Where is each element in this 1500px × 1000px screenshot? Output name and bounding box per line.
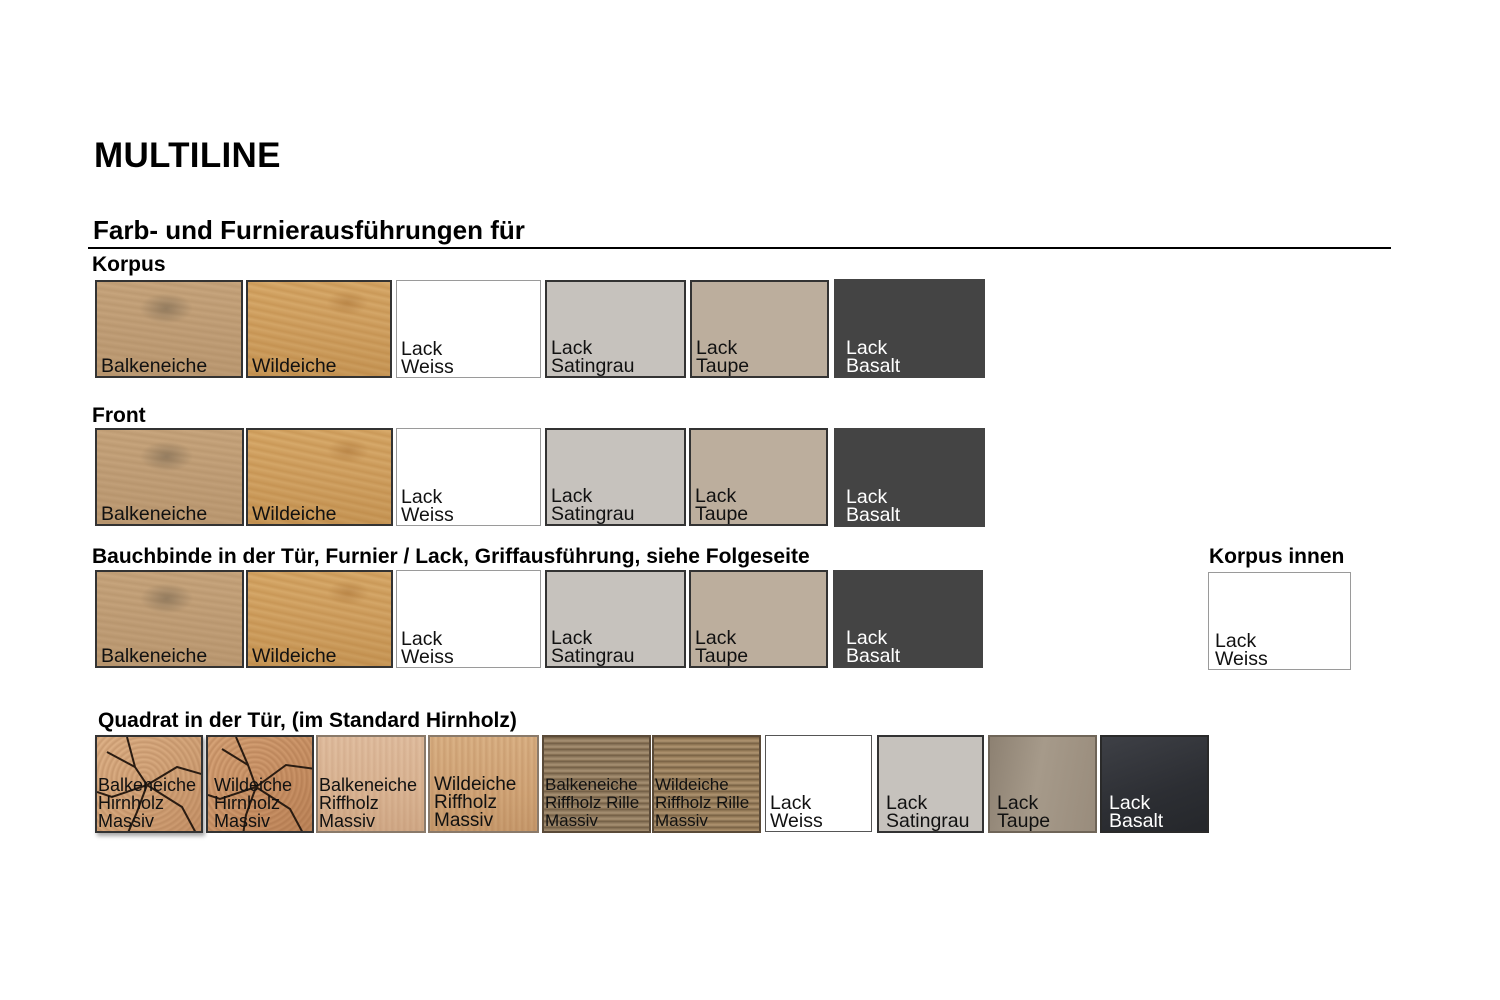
swatch-label: Wildeiche Riffholz Rille Massiv xyxy=(655,775,750,830)
swatch-label: Lack Weiss xyxy=(1215,630,1268,670)
swatch-balkeneiche-hirnholz[interactable] xyxy=(95,735,203,833)
swatch-lack-basalt[interactable] xyxy=(834,428,985,527)
swatch-balkeneiche-riffholz[interactable] xyxy=(316,735,426,833)
swatch-lack-satingrau[interactable] xyxy=(545,280,686,378)
swatch-label: Lack Taupe xyxy=(695,485,749,525)
swatch-label: Lack Weiss xyxy=(770,792,823,832)
swatch-wildeiche[interactable] xyxy=(246,428,393,526)
swatch-label: Lack Taupe xyxy=(997,792,1051,832)
swatch-lack-taupe[interactable] xyxy=(690,280,829,378)
swatch-label: Lack Satingrau xyxy=(551,337,635,377)
swatch-label: Lack Basalt xyxy=(846,337,901,377)
swatch-lack-weiss[interactable] xyxy=(396,280,541,378)
swatch-label: Lack Taupe xyxy=(696,337,750,377)
section-label-quadrat: Quadrat in der Tür, (im Standard Hirnholz) xyxy=(98,709,517,732)
swatch-label: Balkeneiche xyxy=(101,645,208,667)
swatch-lack-basalt[interactable] xyxy=(834,279,985,378)
swatch-lack-satingrau[interactable] xyxy=(545,428,686,526)
swatch-label: Lack Satingrau xyxy=(551,627,635,667)
swatch-label: Lack Basalt xyxy=(846,627,901,667)
swatch-balkeneiche[interactable] xyxy=(95,428,244,526)
swatch-label: Balkeneiche Riffholz Massiv xyxy=(319,775,418,831)
page-title: MULTILINE xyxy=(94,136,281,175)
swatch-label: Lack Basalt xyxy=(1109,792,1164,832)
swatch-label: Wildeiche xyxy=(252,645,337,667)
swatch-label: Lack Satingrau xyxy=(551,485,635,525)
swatch-quadrat-lack-weiss[interactable] xyxy=(765,735,872,832)
swatch-lack-satingrau[interactable] xyxy=(545,570,686,668)
swatch-label: Wildeiche xyxy=(252,503,337,525)
page-subtitle: Farb- und Furnierausführungen für xyxy=(93,215,525,245)
swatch-wildeiche-hirnholz[interactable] xyxy=(206,735,314,833)
swatch-balkeneiche[interactable] xyxy=(95,570,244,668)
swatch-balkeneiche-riffholz-rille[interactable] xyxy=(542,735,651,833)
swatch-label: Lack Weiss xyxy=(401,338,454,378)
swatch-label: Lack Taupe xyxy=(695,627,749,667)
swatch-lack-weiss[interactable] xyxy=(396,428,541,526)
swatch-label: Lack Weiss xyxy=(401,628,454,668)
section-label-korpus-innen: Korpus innen xyxy=(1209,545,1345,568)
swatch-label: Balkeneiche xyxy=(101,503,208,525)
swatch-wildeiche[interactable] xyxy=(246,570,393,668)
section-label-korpus: Korpus xyxy=(92,253,166,276)
swatch-korpus-innen-lack-weiss[interactable] xyxy=(1208,572,1351,670)
swatch-lack-weiss[interactable] xyxy=(396,570,541,668)
swatch-label: Lack Satingrau xyxy=(886,792,970,832)
swatch-label: Balkeneiche xyxy=(101,355,208,377)
swatch-lack-basalt[interactable] xyxy=(833,570,983,668)
swatch-wildeiche-riffholz-rille[interactable] xyxy=(652,735,761,833)
swatch-balkeneiche[interactable] xyxy=(95,280,243,378)
swatch-label: Balkeneiche Riffholz Rille Massiv xyxy=(545,775,640,830)
section-label-front: Front xyxy=(92,404,146,427)
swatch-lack-taupe[interactable] xyxy=(689,570,828,668)
swatch-quadrat-lack-satingrau[interactable] xyxy=(877,735,984,833)
swatch-label: Wildeiche Hirnholz Massiv xyxy=(214,775,293,831)
title-divider xyxy=(88,247,1391,249)
section-label-bauchbinde: Bauchbinde in der Tür, Furnier / Lack, Griffausführung, siehe Folgeseite xyxy=(92,545,810,568)
swatch-label: Balkeneiche Hirnholz Massiv xyxy=(98,775,197,831)
swatch-quadrat-lack-taupe[interactable] xyxy=(988,735,1097,833)
swatch-label: Wildeiche xyxy=(252,355,337,377)
swatch-wildeiche-riffholz[interactable] xyxy=(428,735,539,833)
swatch-label: Lack Weiss xyxy=(401,486,454,526)
swatch-lack-taupe[interactable] xyxy=(689,428,828,526)
swatch-label: Lack Basalt xyxy=(846,486,901,526)
swatch-wildeiche[interactable] xyxy=(246,280,392,378)
swatch-quadrat-lack-basalt[interactable] xyxy=(1100,735,1209,833)
swatch-label: Wildeiche Riffholz Massiv xyxy=(434,774,517,831)
